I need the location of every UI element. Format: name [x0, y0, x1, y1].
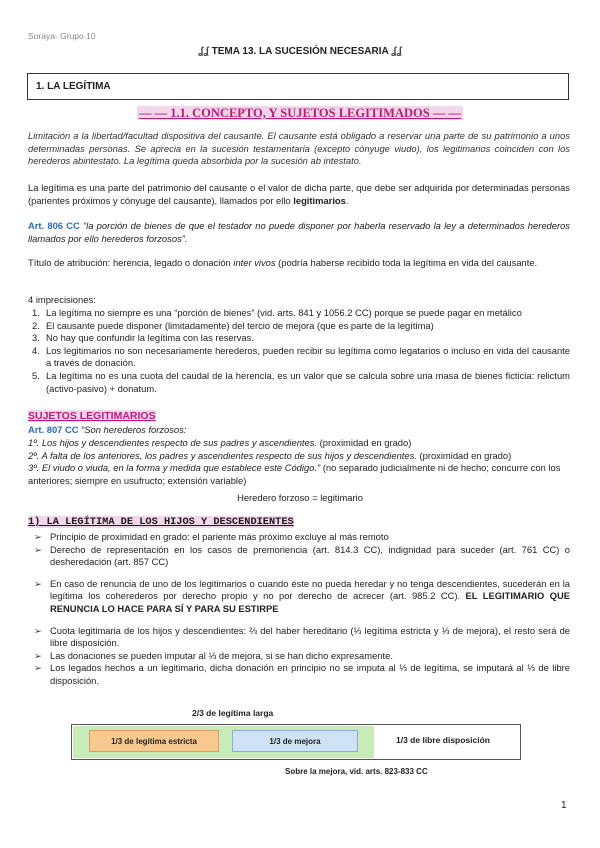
legitima-bullets [28, 531, 570, 688]
list-item-text: La legítima no siempre es una “porción de bienes” (vid. arts. 841 y 1056.2 CC) porque se puede pagar en metálico [46, 307, 522, 318]
definition-bold: legitimarios [293, 194, 346, 206]
titulo-italic: inter vivos [233, 257, 276, 268]
diagram-box-libre: 1/3 de libre disposición [396, 735, 490, 745]
sujeto-line [28, 450, 570, 463]
bullet-item [28, 531, 570, 544]
title-text: TEMA 13. LA SUCESIÓN NECESARIA [211, 46, 389, 57]
section-heading-box [27, 73, 569, 100]
intro-paragraph: Limitación a la libertad/facultad dispositiva del causante. El causante está obligado a reservar una parte de su patrimonio a unos determinadas personas. Se aprecia en la sucesión testamentaria (excepto cónyuge viudo), los legitimarios coinciden con los herederos abintestato. La legítima queda absorbida por la sucesión ab intestato. [28, 130, 570, 167]
list-item-number: 3. [32, 332, 40, 344]
sujeto-italic: 3º. El viudo o viuda, en la forma y medida que establece este Código.” [28, 462, 321, 474]
header-note: Soraya- Grupo 10 [28, 31, 96, 41]
diagram-bottom-label: Sobre la mejora, vid. arts. 823-833 CC [285, 767, 428, 776]
legitima-hijos-heading [28, 516, 294, 528]
sujetos-heading-text: SUJETOS LEGITIMARIOS [28, 410, 156, 422]
titulo-pre: Título de atribución: herencia, legado o donación [28, 257, 234, 268]
titulo-paragraph [28, 257, 570, 270]
sujeto-normal: (no separado judicialmente ni de hecho; concurre con los anteriores; siempre en usufructo; extensión variable) [28, 462, 561, 486]
arrow-bullet-icon: ➢ [34, 531, 42, 542]
sujetos-heading [28, 410, 156, 422]
sujeto-normal: (proximidad en grado) [416, 449, 512, 461]
imprecisiones-heading: 4 imprecisiones: [28, 294, 96, 305]
legitima-hijos-heading-text: 1) LA LEGÍTIMA DE LOS HIJOS Y DESCENDIENTES [28, 516, 294, 528]
bullet-text: Las donaciones se pueden imputar al ⅓ de mejora, si se han dicho expresamente. [50, 649, 393, 661]
diagram-box-estricta: 1/3 de legítima estricta [89, 730, 219, 752]
subheading-text: — — 1.1. CONCEPTO, Y SUJETOS LEGITIMADOS — — [139, 106, 461, 120]
diagram-box-mejora: 1/3 de mejora [232, 730, 358, 752]
art-807-text: “Son herederos forzosos: [78, 424, 187, 435]
sujetos-lines [28, 437, 570, 487]
imprecisiones-list [28, 307, 570, 395]
art-806-label: Art. 806 CC [28, 220, 80, 231]
art-806-text: “la porción de bienes de que el testador no puede disponer por haberla reservado la ley a determinados herederos llamados por ello herederos forzosos”. [28, 220, 570, 244]
list-item-number: 5. [32, 369, 40, 381]
arrow-bullet-icon: ➢ [34, 543, 42, 555]
title-prefix: ʆʆ [198, 46, 209, 57]
bullet-item [28, 662, 570, 687]
bullet-text: Los legados hechos a un legitimario, dicha donación en principio no se imputa al ⅓ de legítima, se imputará al ⅓ de libre disposición. [50, 662, 570, 686]
list-item [28, 332, 570, 345]
definition-paragraph [28, 182, 570, 207]
page-title [0, 46, 600, 57]
sujeto-normal: (proximidad en grado) [317, 437, 412, 448]
list-item-text: El causante puede disponer (limitadamente) del tercio de mejora (que es parte de la legítima) [46, 319, 434, 331]
title-suffix: ʆʆ [391, 46, 402, 57]
definition-text: La legítima es una parte del patrimonio del causante o el valor de dicha parte, que debe ser adquirida por determinadas personas (parientes próximos y cónyuge del causante), llamados por ello [28, 182, 570, 206]
list-item [28, 307, 570, 320]
arrow-bullet-icon: ➢ [34, 649, 42, 661]
list-item-number: 2. [32, 319, 40, 331]
bullet-text: Principio de proximidad en grado: el pariente más próximo excluye al más remoto [50, 531, 389, 542]
bullet-bold: EL LEGITIMARIO QUE RENUNCIA LO HACE PARA SÍ Y PARA SU ESTIRPE [50, 590, 570, 614]
bullet-item [28, 544, 570, 569]
section-heading: 1. LA LEGÍTIMA [36, 81, 111, 92]
sujeto-line [28, 437, 570, 450]
list-item [28, 320, 570, 333]
sujeto-italic: 1º. Los hijos y descendientes respecto de sus padres y ascendientes. [28, 437, 318, 448]
list-item-text: No hay que confundir la legítima con las reservas. [46, 332, 254, 344]
bullet-text: Derecho de representación en los casos de premoriencia (art. 814.3 CC), indignidad para suceder (art. 761 CC) o desheredación (art. 857 CC) [50, 543, 570, 568]
page-number: 1 [561, 800, 567, 811]
art-806-paragraph [28, 220, 570, 245]
bullet-item [28, 578, 570, 616]
bullet-text: Cuota legitimaria de los hijos y descendientes: ⅔ del haber hereditario (⅓ legítima estricta y ⅓ de mejora), el resto será de libre disposición. [50, 624, 570, 649]
bullet-text: En caso de renuncia de uno de los legitimarios o cuando éste no pueda heredar y no tenga descendientes, sucederán en la legítima los coherederos por derecho propio y no por derecho de acrecer (art. 985.2 CC). [50, 577, 570, 602]
list-item [28, 345, 570, 370]
sujeto-italic: 2º. A falta de los anteriores, los padres y ascendientes respecto de sus hijos y descendientes. [28, 449, 417, 461]
sujeto-line [28, 462, 570, 487]
diagram-top-label: 2/3 de legítima larga [192, 708, 274, 718]
bullet-item [28, 650, 570, 663]
titulo-post: (podría haberse recibido toda la legítima en vida del causante. [275, 257, 538, 268]
list-item-text: Los legitimarios no son necesariamente herederos, pueden recibir su legítima como legatarios o incluso en vida del causante a través de donación. [46, 344, 570, 369]
list-item-number: 1. [32, 307, 40, 318]
arrow-bullet-icon: ➢ [34, 662, 42, 674]
list-item-number: 4. [32, 344, 40, 356]
heredero-forzoso-line: Heredero forzoso = legitimario [237, 492, 363, 503]
bullet-item [28, 625, 570, 650]
list-item [28, 370, 570, 395]
arrow-bullet-icon: ➢ [34, 577, 42, 589]
definition-end: . [345, 194, 349, 206]
art-807-label: Art. 807 CC [28, 424, 79, 435]
arrow-bullet-icon: ➢ [34, 624, 42, 636]
list-item-text: La legítima no es una cuota del caudal de la herencia, es un valor que se calcula sobre una masa de bienes ficticia: relictum (activo-pasivo) + donatum. [46, 369, 570, 394]
art-807-line [28, 424, 186, 437]
subheading [0, 106, 600, 121]
